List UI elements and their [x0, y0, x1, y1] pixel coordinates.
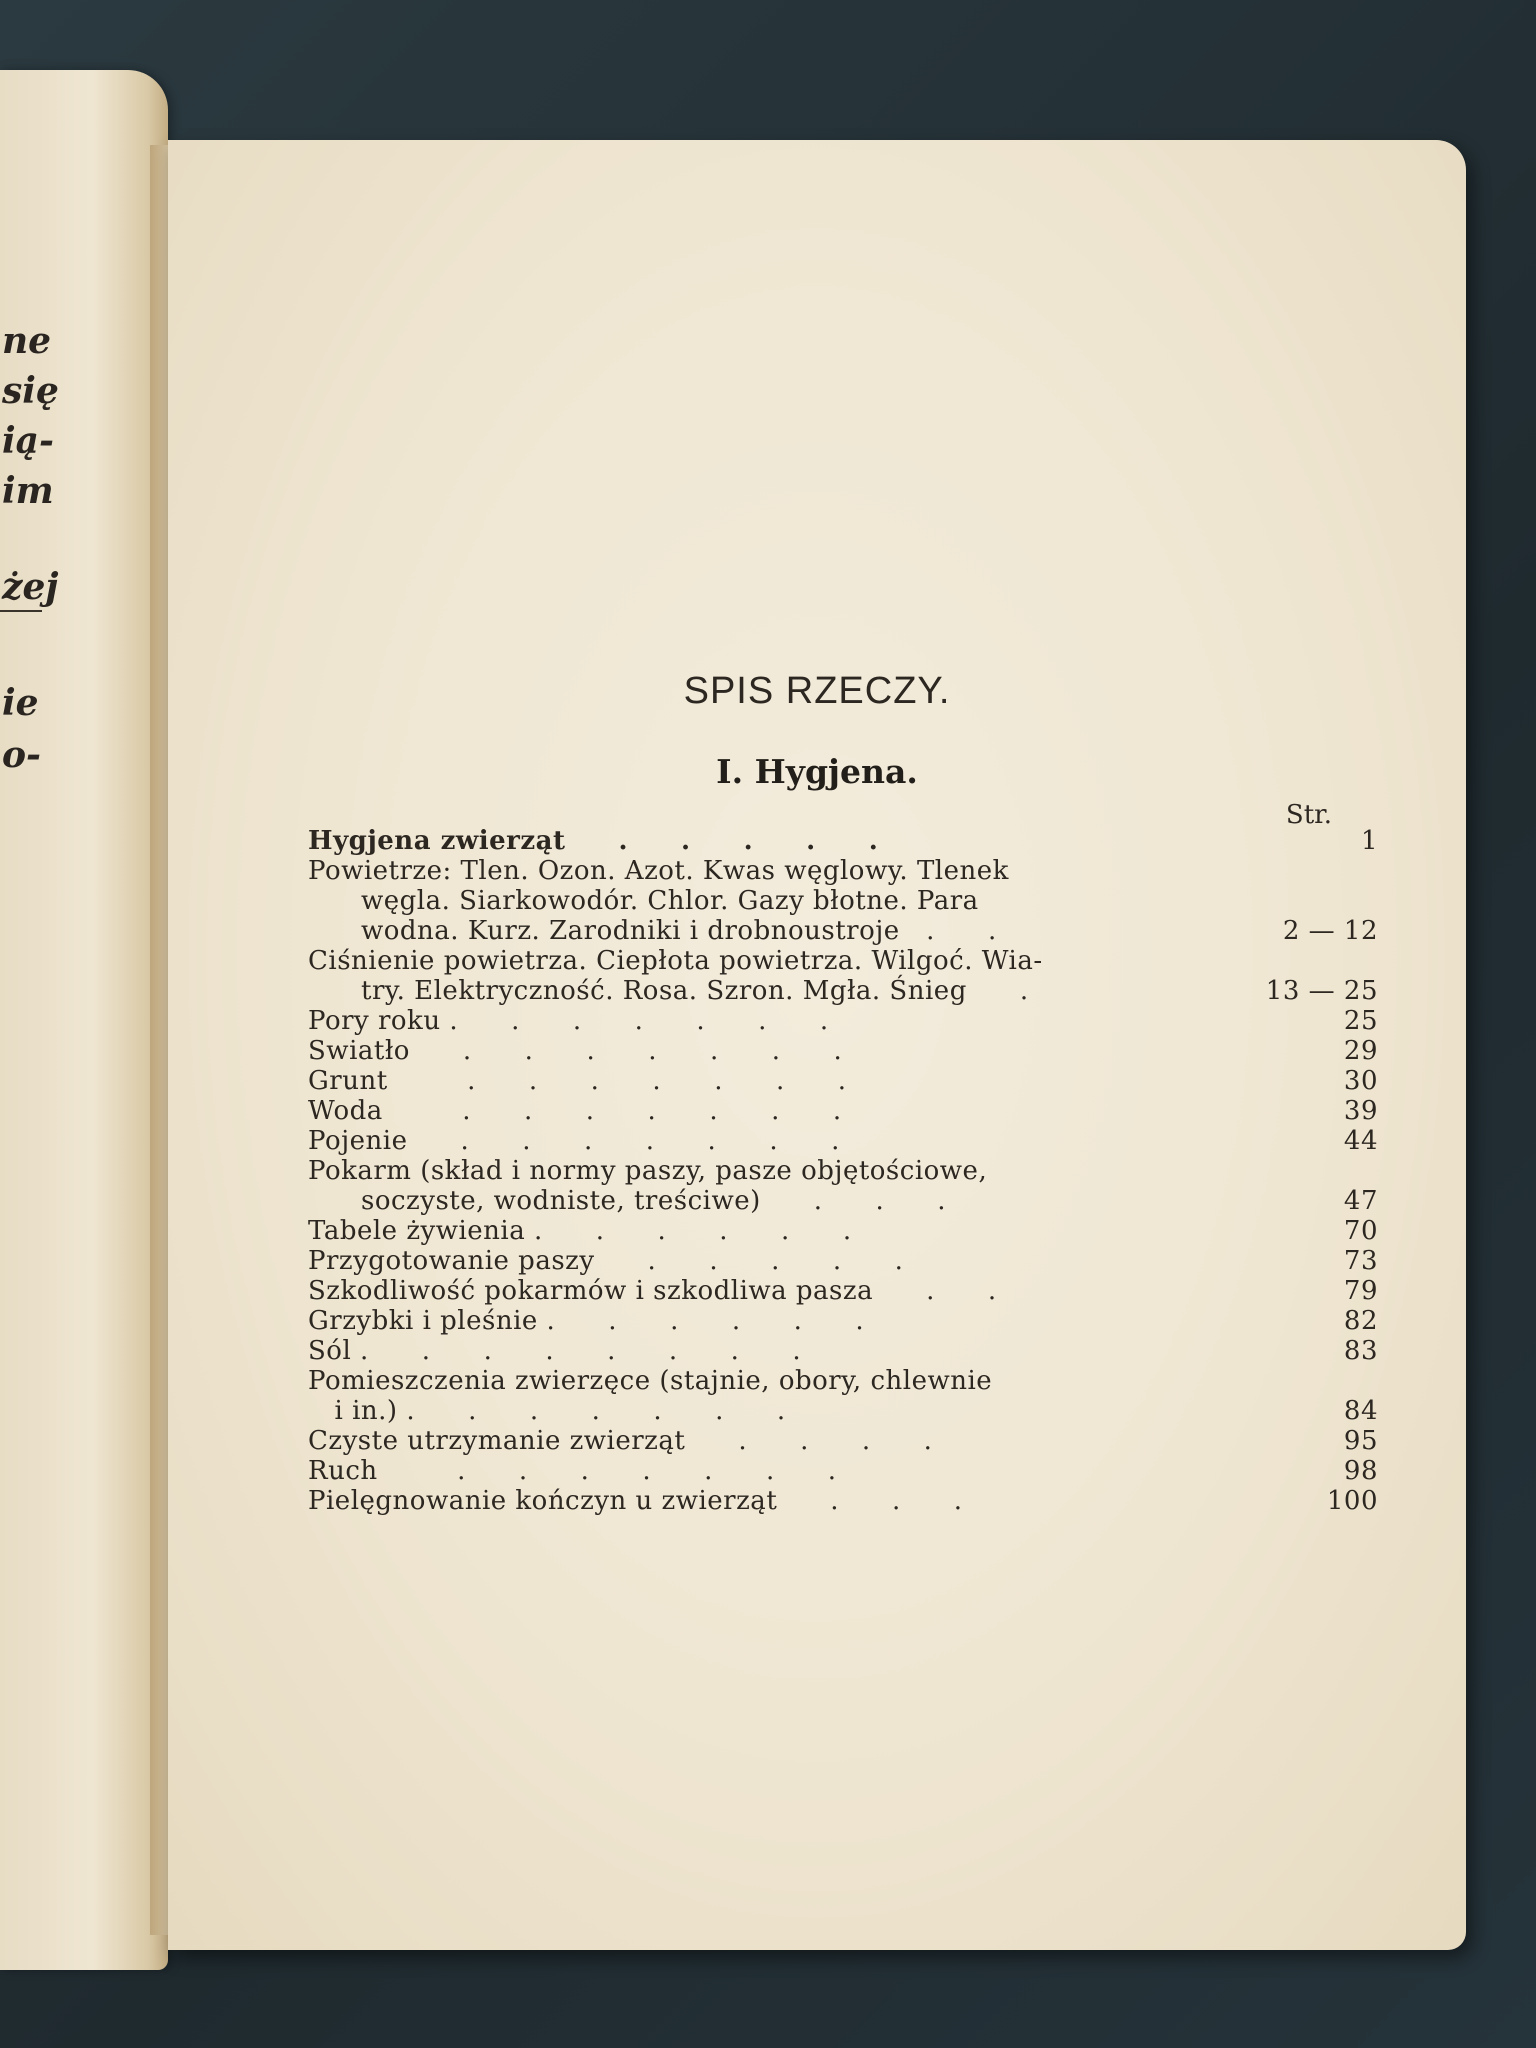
left-page: [0, 70, 168, 1970]
toc-entry-title: Grzybki i pleśnie . . . . . .: [308, 1306, 865, 1336]
page-column-header: Str.: [1285, 800, 1332, 830]
toc-entry-title: Pomieszczenia zwierzęce (stajnie, obory, chlewnie i in.) . . . . . . .: [308, 1366, 993, 1426]
toc-entry-title: Tabele żywienia . . . . . .: [308, 1216, 852, 1246]
toc-entry-page: 70: [1343, 1216, 1378, 1246]
toc-entry: [308, 946, 1378, 1006]
table-of-contents: [308, 800, 1378, 1516]
toc-entry: [308, 1366, 1378, 1426]
toc-entry-title: Pielęgnowanie kończyn u zwierząt . . .: [308, 1486, 963, 1516]
toc-entry-title: Powietrze: Tlen. Ozon. Azot. Kwas węglowy. Tlenek węgla. Siarkowodór. Chlor. Gazy błotne. Para wodna. Kurz. Zarodniki i drobnoustroje . .: [308, 856, 1009, 946]
toc-entry-page: 73: [1343, 1246, 1378, 1276]
toc-entry-page: 13 — 25: [1265, 976, 1378, 1006]
toc-entry: [308, 1426, 1378, 1456]
toc-entry-title: Szkodliwość pokarmów i szkodliwa pasza . .: [308, 1276, 997, 1306]
toc-entry-page: 2 — 12: [1282, 916, 1378, 946]
toc-entry-title: Sól . . . . . . . .: [308, 1336, 802, 1366]
toc-entry: [308, 1306, 1378, 1336]
left-page-fragment: żej: [2, 566, 59, 608]
left-page-fragment: ie: [2, 682, 39, 724]
toc-entry-title: Ruch . . . . . . .: [308, 1456, 837, 1486]
toc-entry-title: Ciśnienie powietrza. Ciepłota powietrza. Wilgoć. Wia- try. Elektryczność. Rosa. Szron. Mgła. Śnieg .: [308, 946, 1043, 1006]
toc-entry-page: 95: [1343, 1426, 1378, 1456]
toc-entry-page: 82: [1343, 1306, 1378, 1336]
toc-entry-title: Pory roku . . . . . . .: [308, 1006, 829, 1036]
toc-entry: [308, 1096, 1378, 1126]
toc-entry-page: 29: [1343, 1036, 1378, 1066]
toc-entry-page: 39: [1343, 1096, 1378, 1126]
toc-entry: [308, 1456, 1378, 1486]
toc-entry-title: Woda . . . . . . .: [308, 1096, 842, 1126]
toc-entry: [308, 826, 1378, 856]
left-page-rule: [0, 610, 42, 612]
toc-entry-page: 25: [1343, 1006, 1378, 1036]
toc-entry: [308, 1006, 1378, 1036]
toc-entry: [308, 1336, 1378, 1366]
toc-entry: [308, 1036, 1378, 1066]
toc-entry: [308, 1246, 1378, 1276]
toc-entry-title: Czyste utrzymanie zwierząt . . . .: [308, 1426, 933, 1456]
left-page-fragment: o-: [2, 734, 41, 776]
section-heading: I. Hygjena.: [716, 752, 918, 791]
toc-entry-page: 83: [1343, 1336, 1378, 1366]
toc-entry-page: 1: [1360, 826, 1378, 856]
page-title: SPIS RZECZY.: [683, 670, 951, 712]
toc-entry-title: Pokarm (skład i normy paszy, pasze objętościowe, soczyste, wodniste, treściwe) . . .: [308, 1156, 988, 1216]
toc-entry-page: 98: [1343, 1456, 1378, 1486]
toc-entry-page: 30: [1343, 1066, 1378, 1096]
toc-entry-page: 47: [1343, 1186, 1378, 1216]
toc-entry: [308, 1126, 1378, 1156]
left-page-fragment: się: [2, 370, 59, 412]
toc-entry: [308, 1216, 1378, 1246]
toc-entry-title: Pojenie . . . . . . .: [308, 1126, 840, 1156]
toc-entry: [308, 1486, 1378, 1516]
toc-entry-page: 100: [1326, 1486, 1378, 1516]
toc-entry-title: Swiatło . . . . . . .: [308, 1036, 843, 1066]
toc-entry: [308, 1156, 1378, 1216]
left-page-fragment: ne: [2, 320, 52, 362]
toc-entry-title: Grunt . . . . . . .: [308, 1066, 847, 1096]
toc-entry-page: 79: [1343, 1276, 1378, 1306]
toc-entry-title: Hygjena zwierząt . . . . .: [308, 826, 879, 856]
toc-entry: [308, 856, 1378, 946]
book-page: [168, 140, 1466, 1950]
toc-entry: [308, 1276, 1378, 1306]
toc-entry-page: 84: [1343, 1396, 1378, 1426]
toc-entry-title: Przygotowanie paszy . . . . .: [308, 1246, 904, 1276]
toc-entry: [308, 1066, 1378, 1096]
left-page-fragment: im: [2, 470, 54, 512]
left-page-fragment: ią-: [2, 420, 54, 462]
toc-entry-page: 44: [1343, 1126, 1378, 1156]
toc-entries: [308, 826, 1378, 1516]
